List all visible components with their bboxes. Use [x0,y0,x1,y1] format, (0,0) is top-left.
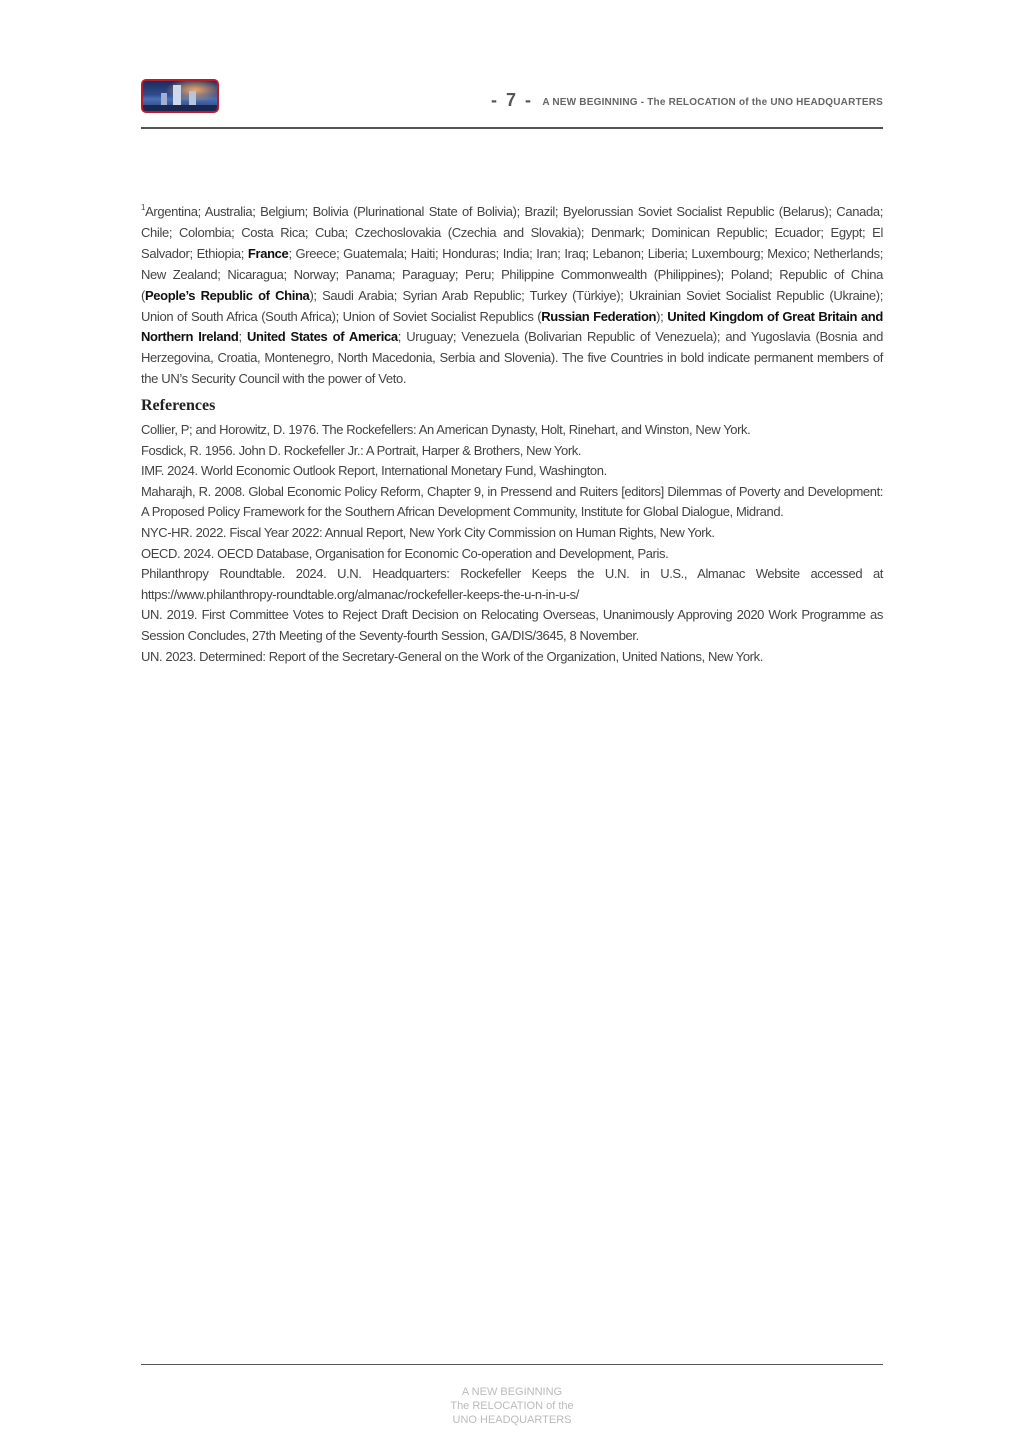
reference-entry: Collier, P; and Horowitz, D. 1976. The Rockefellers: An American Dynasty, Holt, Rinehart, and Winston, New York. [141,422,751,437]
footer-divider [141,1364,883,1365]
footnote-segment: ); [656,308,668,324]
footnote-bold-country: United States of America [246,329,398,345]
footer-line: A NEW BEGINNING [461,1386,563,1398]
header-divider [141,127,883,129]
reference-entry: Fosdick, R. 1956. John D. Rockefeller Jr.: A Portrait, Harper & Brothers, New York. [141,442,582,458]
references-heading: References [141,397,216,414]
footnote-bold-country: United Kingdom of Great Britain and Northern Ireland [141,308,883,345]
reference-entry: Maharajh, R. 2008. Global Economic Policy Reform, Chapter 9, in Pressend and Ruiters [editors] Dilemmas of Poverty and Development: A Proposed Policy Framework for the Southern African Development Community, Institute for Global Dialogue, Midrand. [141,483,883,520]
footer-line: The RELOCATION of the [450,1400,574,1412]
reference-entry: IMF. 2024. World Economic Outlook Report, International Monetary Fund, Washington. [141,463,607,479]
footnote-bold-country: Russian Federation [541,308,657,324]
page-number: - 7 - [490,90,533,110]
footer-title [0,1385,1024,1427]
reference-entry: NYC-HR. 2022. Fiscal Year 2022: Annual Report, New York City Commission on Human Rights, New York. [141,524,715,540]
footnote-segment: ; Greece; Guatemala; Haiti; Honduras; India; Iran; Iraq; Lebanon; Liberia; Luxembourg; Mexico; Netherlands; New Zealand; Nicaragua; Norway; Panama; Paraguay; Peru; Philippine Commonwealth (Philippines); Poland; Republic of China ( [141,245,883,303]
footnote-segment: Argentina; Australia; Belgium; Bolivia (Plurinational State of Bolivia); Brazil; Byelorussian Soviet Socialist Republic (Belarus); Canada; Chile; Colombia; Costa Rica; Cuba; Czechoslovakia (Czechia and Slovakia); Denmark; Dominican Republic; Ecuador; Egypt; El Salvador; Ethiopia; [141,204,883,261]
footnote-marker: 1 [141,203,146,212]
footnote [141,202,883,390]
reference-entry: Philanthropy Roundtable. 2024. U.N. Headquarters: Rockefeller Keeps the U.N. in U.S., Almanac Website accessed at https://www.philanthropy-roundtable.org/almanac/rockefeller-keeps-the-u-n-in-u-s/ [141,566,883,602]
reference-entry: UN. 2019. First Committee Votes to Reject Draft Decision on Relocating Overseas, Unanimously Approving 2020 Work Programme as Session Concludes, 27th Meeting of the Seventy-fourth Session, GA/DIS/3645, 8 November. [141,607,883,643]
footnote-segment: ; [238,329,247,345]
footnote-segment: ); Saudi Arabia; Syrian Arab Republic; Turkey (Türkiye); Ukrainian Soviet Socialist Republic (Ukraine); Union of South Africa (South Africa); Union of Soviet Socialist Republics ( [141,287,883,324]
footnote-segment: ; Uruguay; Venezuela (Bolivarian Republic of Venezuela); and Yugoslavia (Bosnia and Herzegovina, Croatia, Montenegro, North Macedonia, Serbia and Slovenia). The five Countries in bold indicate permanent members of the UN’s Security Council with the power of Veto. [141,329,883,387]
references-list [141,420,883,667]
reference-entry: OECD. 2024. OECD Database, Organisation for Economic Co-operation and Development, Paris. [141,545,669,561]
footnote-bold-country: France [247,245,289,261]
footer-line: UNO HEADQUARTERS [452,1414,572,1426]
running-title: A NEW BEGINNING - The RELOCATION of the UNO HEADQUARTERS [542,97,883,108]
footnote-bold-country: People’s Republic of China [144,287,310,303]
reference-entry: UN. 2023. Determined: Report of the Secretary-General on the Work of the Organization, United Nations, New York. [141,648,763,664]
footnote-text [141,204,883,386]
